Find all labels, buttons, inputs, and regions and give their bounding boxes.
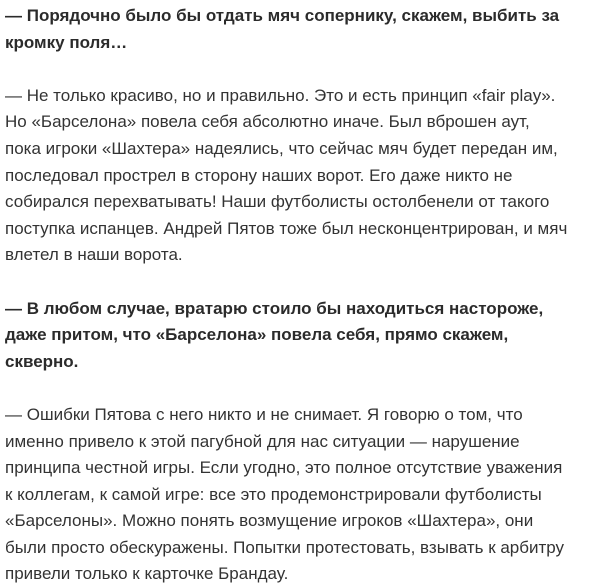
text-line: именно привело к этой пагубной для нас ситуации — нарушение — [5, 431, 520, 451]
text-line: были просто обескуражены. Попытки протестовать, взывать к арбитру — [5, 537, 565, 557]
text-line: — Ошибки Пятова с него никто и не снимает. Я говорю о том, что — [5, 404, 523, 424]
text-line: собирался перехватывать! Наши футболисты остолбенели от такого — [5, 192, 550, 212]
text-line: пока игроки «Шахтера» надеялись, что сейчас мяч будет передан им, — [5, 138, 558, 158]
interview-question — [5, 3, 592, 56]
interview-answer — [5, 402, 592, 588]
text-line: «Барселоны». Можно понять возмущение игроков «Шахтера», они — [5, 511, 534, 531]
text-line: последовал прострел в сторону наших ворот. Его даже никто не — [5, 165, 513, 185]
text-line: скверно. — [5, 351, 79, 371]
text-line: кромку поля… — [5, 32, 128, 52]
text-line: — В любом случае, вратарю стоило бы находиться настороже, — [5, 298, 544, 318]
text-line: к коллегам, к самой игре: все это продемонстрировали футболисты — [5, 484, 542, 504]
text-line: — Порядочно было бы отдать мяч сопернику, скажем, выбить за — [5, 6, 560, 25]
text-line: Но «Барселона» повела себя абсолютно иначе. Был вброшен аут, — [5, 112, 530, 132]
interview-question — [5, 296, 592, 376]
interview-answer — [5, 83, 592, 269]
text-line: поступка испанцев. Андрей Пятов тоже был несконцентрирован, и мяч — [5, 218, 568, 238]
text-line: принципа честной игры. Если угодно, это полное отсутствие уважения — [5, 458, 563, 478]
text-line: — Не только красиво, но и правильно. Это и есть принцип «fair play». — [5, 85, 556, 105]
text-line: влетел в наши ворота. — [5, 245, 183, 265]
text-line: привели только к карточке Брандау. — [5, 564, 289, 584]
text-line: даже притом, что «Барселона» повела себя, прямо скажем, — [5, 325, 509, 345]
